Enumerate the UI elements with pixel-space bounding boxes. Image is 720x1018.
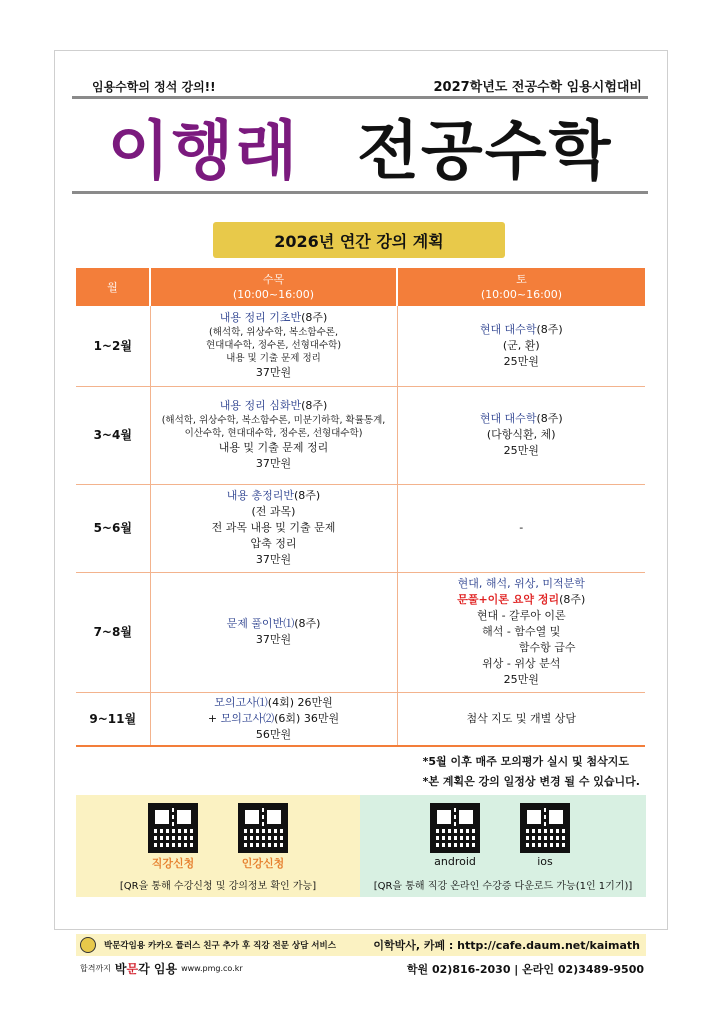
header-weekday-label: 수목 bbox=[262, 273, 285, 286]
course-topics: (해석학, 위상수학, 복소함수론, 미분기하학, 확률통계, bbox=[161, 415, 386, 426]
course-rest: (4회) 26만원 bbox=[267, 695, 333, 709]
course-rest: (6회) 36만원 bbox=[274, 711, 340, 725]
course-desc: 내용 및 기출 문제 정리 bbox=[218, 441, 329, 454]
course-price: 37만원 bbox=[255, 457, 292, 470]
course-price: 25만원 bbox=[503, 673, 539, 686]
header-rule-top bbox=[72, 96, 648, 99]
course-weeks: (8주) bbox=[559, 593, 586, 606]
header-saturday bbox=[397, 268, 645, 306]
course-line: 함수항 급수 bbox=[518, 641, 576, 654]
table-row bbox=[76, 692, 645, 746]
tagline-left: 임용수학의 정석 강의!! bbox=[92, 80, 216, 94]
note-line: *5월 이후 매주 모의평가 실시 및 첨삭지도 bbox=[422, 755, 630, 768]
header-weekday-time: (10:00~16:00) bbox=[232, 288, 315, 301]
brand-imyong: 임용 bbox=[149, 962, 178, 976]
header-rule-bottom bbox=[72, 191, 648, 194]
notes bbox=[423, 752, 640, 792]
qr-label-ios: ios bbox=[537, 855, 553, 868]
course-detail: (군, 환) bbox=[502, 338, 540, 352]
qr-code-online-apply[interactable] bbox=[238, 803, 288, 853]
header-month: 월 bbox=[76, 268, 150, 306]
course-price: 37만원 bbox=[255, 633, 292, 646]
saturday-cell bbox=[397, 386, 645, 484]
course-desc: 내용 및 기출 문제 정리 bbox=[226, 353, 321, 365]
footer-service: 박문각임용 카카오 플러스 친구 추가 후 직강 전문 상담 서비스 bbox=[104, 941, 336, 951]
course-name: 내용 총정리반 bbox=[226, 489, 295, 502]
course-topics: (해석학, 위상수학, 복소함수론, bbox=[209, 327, 338, 339]
course-price: 56만원 bbox=[255, 727, 292, 741]
course-weeks: (8주) bbox=[294, 489, 321, 502]
brand-mun: 문 bbox=[126, 962, 139, 976]
weekday-cell bbox=[150, 484, 397, 572]
tagline-right: 2027학년도 전공수학 임용시험대비 bbox=[433, 80, 642, 95]
footer-cafe-link[interactable]: 이학박사, 카페 : http://cafe.daum.net/kaimath bbox=[373, 939, 640, 952]
course-weeks: (8주) bbox=[301, 311, 328, 325]
brand-gak: 각 bbox=[138, 962, 150, 976]
lecture-plan-table bbox=[76, 268, 645, 747]
course-topics: 이산수학, 현대대수학, 정수론, 선형대수학) bbox=[184, 428, 363, 439]
course-subjects: 현대, 해석, 위상, 미적분학 bbox=[457, 577, 585, 590]
course-highlight: 문풀+이론 요약 정리 bbox=[457, 593, 560, 606]
course-price: 25만원 bbox=[503, 354, 539, 368]
weekday-cell bbox=[150, 692, 397, 746]
qr-label-direct: 직강신청 bbox=[151, 857, 195, 870]
row-month: 1~2월 bbox=[76, 306, 150, 386]
qr-code-ios[interactable] bbox=[520, 803, 570, 853]
course-name: 문제 풀이반⑴ bbox=[226, 617, 295, 630]
brand-logo bbox=[80, 960, 243, 977]
saturday-cell: - bbox=[397, 484, 645, 572]
course-line: 위상 - 위상 분석 bbox=[482, 657, 561, 670]
brand-name bbox=[115, 960, 177, 977]
qr-label-android: android bbox=[434, 855, 476, 868]
plan-banner: 2026년 연간 강의 계획 bbox=[213, 222, 505, 258]
qr-panel-apply bbox=[76, 795, 360, 897]
brand-site[interactable]: www.pmg.co.kr bbox=[181, 964, 243, 973]
course-name: 내용 정리 기초반 bbox=[219, 311, 302, 325]
course-price: 37만원 bbox=[255, 553, 292, 566]
row-month: 3~4월 bbox=[76, 386, 150, 484]
table-header-row bbox=[76, 268, 645, 306]
table-row bbox=[76, 306, 645, 386]
course-detail: (다항식환, 체) bbox=[486, 428, 556, 441]
weekday-cell bbox=[150, 306, 397, 386]
table-row bbox=[76, 572, 645, 692]
qr-code-direct-apply[interactable] bbox=[148, 803, 198, 853]
instructor-name: 이행래 bbox=[107, 115, 300, 189]
course-line: 전 과목 내용 및 기출 문제 bbox=[211, 521, 336, 534]
saturday-cell bbox=[397, 306, 645, 386]
course-topics: 현대대수학, 정수론, 선형대수학) bbox=[205, 340, 342, 352]
course-line: (전 과목) bbox=[251, 505, 296, 518]
course-weeks: (8주) bbox=[301, 399, 328, 412]
row-month: 7~8월 bbox=[76, 572, 150, 692]
row-month: 5~6월 bbox=[76, 484, 150, 572]
course-line: 현대 - 갈루아 이론 bbox=[476, 609, 566, 622]
saturday-cell bbox=[397, 572, 645, 692]
page-title bbox=[72, 104, 648, 188]
footer-bar bbox=[76, 934, 646, 956]
course-line: 해석 - 함수열 및 bbox=[482, 625, 561, 638]
brand-prefix: 합격까지 bbox=[80, 964, 111, 973]
course-name: 내용 정리 심화반 bbox=[219, 399, 302, 412]
contact-phones: 학원 02)816-2030 | 온라인 02)3489-9500 bbox=[406, 963, 644, 976]
course-price: 25만원 bbox=[503, 444, 539, 457]
weekday-cell bbox=[150, 572, 397, 692]
course-name: 모의고사⑵ bbox=[220, 711, 275, 725]
qr-note-app: [QR을 통해 직강 온라인 수강증 다운로드 가능(1인 1기기)] bbox=[373, 881, 633, 892]
qr-panel-app bbox=[360, 795, 646, 897]
course-name: 현대 대수학 bbox=[479, 412, 537, 425]
subject-name: 전공수학 bbox=[357, 115, 613, 189]
course-name: 현대 대수학 bbox=[479, 322, 537, 336]
qr-label-online: 인강신청 bbox=[241, 857, 285, 870]
table-row bbox=[76, 386, 645, 484]
table-row bbox=[76, 484, 645, 572]
header-saturday-label: 토 bbox=[516, 273, 527, 286]
header-weekday bbox=[150, 268, 397, 306]
course-price: 37만원 bbox=[255, 366, 292, 380]
saturday-cell: 첨삭 지도 및 개별 상담 bbox=[397, 692, 645, 746]
row-month: 9~11월 bbox=[76, 692, 150, 746]
note-line: *본 계획은 강의 일정상 변경 될 수 있습니다. bbox=[422, 775, 640, 788]
course-weeks: (8주) bbox=[294, 617, 321, 630]
kakao-icon bbox=[80, 937, 96, 953]
course-prefix: + bbox=[207, 711, 221, 725]
course-weeks: (8주) bbox=[536, 322, 563, 336]
qr-note-apply: [QR을 통해 수강신청 및 강의정보 확인 가능] bbox=[119, 881, 317, 892]
weekday-cell bbox=[150, 386, 397, 484]
header-saturday-time: (10:00~16:00) bbox=[480, 288, 563, 301]
course-line: 압축 정리 bbox=[250, 537, 297, 550]
qr-code-android[interactable] bbox=[430, 803, 480, 853]
course-name: 모의고사⑴ bbox=[214, 695, 268, 709]
course-weeks: (8주) bbox=[536, 412, 563, 425]
brand-bak: 박 bbox=[114, 962, 127, 976]
